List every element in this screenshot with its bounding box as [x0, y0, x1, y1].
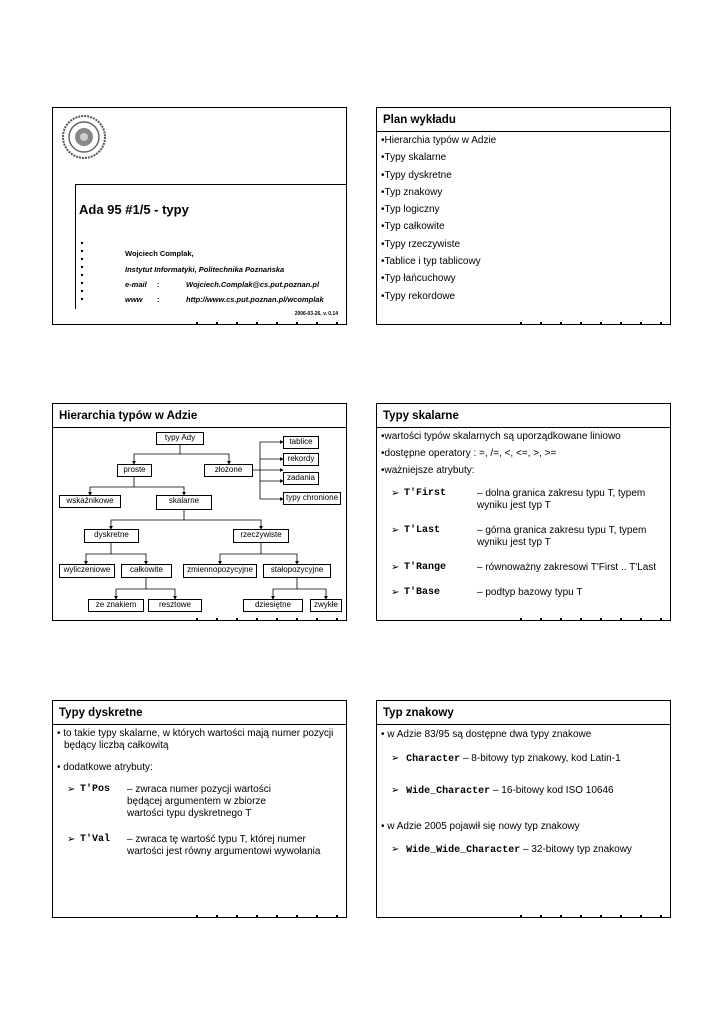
node-dyskretne: dyskretne — [84, 529, 139, 543]
www-sep: : — [157, 295, 160, 304]
slide-dots — [196, 320, 338, 325]
slide-dots — [196, 913, 338, 918]
attr-name: T'Last — [404, 525, 441, 536]
attr-name: T'Range — [404, 562, 447, 573]
node-zlozone: złożone — [204, 464, 253, 477]
slide-dots — [196, 616, 338, 621]
slide-title: Typy dyskretne — [53, 701, 346, 725]
slide-scalar-types — [376, 403, 671, 621]
node-zadania: zadania — [283, 472, 319, 485]
email-label: e-mail — [125, 280, 147, 289]
type-name: Character — [406, 754, 461, 765]
attr-name: T'Pos — [80, 784, 111, 795]
node-rekordy: rekordy — [283, 453, 319, 466]
slide-char-types — [376, 700, 671, 918]
plan-item: • Tablice i typ tablicowy — [377, 255, 670, 272]
bullet-text: w Adzie 2005 pojawił się nowy typ znakowy — [387, 821, 580, 832]
bullet-item: • wartości typów skalarnych są uporządkowane liniowo — [377, 430, 670, 447]
scalar-bullets — [377, 428, 670, 481]
node-typy-ady: typy Ady — [156, 432, 204, 445]
slide-hierarchy — [52, 403, 347, 621]
type-name: Wide_Character — [406, 786, 491, 797]
email-address[interactable]: Wojciech.Complak@cs.put.poznan.pl — [186, 280, 320, 289]
node-proste: proste — [117, 464, 152, 477]
node-dziesietne: dziesiętne — [243, 599, 303, 612]
plan-item: • Typy rekordowe — [377, 290, 670, 307]
type-desc: – 8-bitowy typ znakowy, kod Latin-1 — [462, 753, 621, 764]
arrow-bullet-icon: ➢ — [391, 562, 400, 573]
attr-desc: – dolna granica zakresu typu T, typem wyniku jest typ T — [477, 488, 646, 511]
attr-name: T'Val — [80, 834, 111, 845]
slide-discrete-types — [52, 700, 347, 918]
attr-name: T'Base — [404, 587, 441, 598]
slide-dots — [520, 320, 662, 325]
node-wskaznikowe: wskaźnikowe — [59, 495, 121, 508]
bullet-text: to takie typy skalarne, w których wartości mają numer pozycji będący liczbą całkowitą — [63, 728, 334, 751]
node-zmiennopozycyjne: zmiennopozycyjne — [183, 564, 257, 578]
char-type-item — [391, 753, 621, 766]
char-type-item — [391, 785, 614, 798]
bullet-item: • dodatkowe atrybuty: — [57, 762, 153, 773]
arrow-bullet-icon: ➢ — [391, 753, 400, 764]
arrow-bullet-icon: ➢ — [67, 784, 76, 795]
university-seal-logo — [61, 114, 107, 160]
plan-item: • Typy dyskretne — [377, 169, 670, 186]
email-sep: : — [157, 280, 160, 289]
type-name: Wide_Wide_Character — [406, 845, 521, 856]
attr-desc: – równoważny zakresowi T'First .. T'Last — [477, 562, 657, 573]
type-desc: – 32-bitowy typ znakowy — [522, 844, 632, 855]
presentation-title: Ada 95 #1/5 - typy — [79, 202, 189, 217]
slide-title — [52, 107, 347, 325]
bullet-item: • w Adzie 2005 pojawił się nowy typ znakowy — [381, 821, 580, 832]
type-desc: – 16-bitowy kod ISO 10646 — [492, 785, 614, 796]
slide-plan — [376, 107, 671, 325]
plan-item: • Typy rzeczywiste — [377, 238, 670, 255]
left-dot-column — [81, 242, 83, 304]
bullet-item: • ważniejsze atrybuty: — [377, 464, 670, 481]
plan-list — [377, 132, 670, 307]
bullet-item: • dostępne operatory : =, /=, <, <=, >, >= — [377, 447, 670, 464]
node-rzeczywiste: rzeczywiste — [233, 529, 289, 543]
plan-item: • Typ całkowite — [377, 220, 670, 237]
attr-desc: – podtyp bazowy typu T — [477, 587, 583, 598]
bullet-text: w Adzie 83/95 są dostępne dwa typy znakowe — [387, 729, 592, 740]
plan-item: • Typ znakowy — [377, 186, 670, 203]
node-tablice: tablice — [283, 436, 319, 449]
plan-item: • Typ łańcuchowy — [377, 272, 670, 289]
node-wyliczeniowe: wyliczeniowe — [59, 564, 115, 578]
arrow-bullet-icon: ➢ — [391, 785, 400, 796]
slide-title: Plan wykładu — [377, 108, 670, 132]
bullet-item: • to takie typy skalarne, w których wartości mają numer pozycji będący liczbą całkowitą — [57, 728, 334, 751]
node-ze-znakiem: ze znakiem — [88, 599, 144, 612]
attr-name: T'First — [404, 488, 447, 499]
node-stalopozycyjne: stałopozycyjne — [263, 564, 331, 578]
slide-title: Typy skalarne — [377, 404, 670, 428]
plan-item: • Typy skalarne — [377, 151, 670, 168]
author-name: Wojciech Complak, — [125, 249, 194, 258]
attr-desc: – zwraca numer pozycji wartości będącej argumentem w zbiorze wartości typu dyskretnego T — [127, 784, 271, 819]
plan-item: • Typ logiczny — [377, 203, 670, 220]
plan-item: • Hierarchia typów w Adzie — [377, 134, 670, 151]
char-type-item — [391, 844, 632, 857]
arrow-bullet-icon: ➢ — [391, 525, 400, 536]
attr-desc: – zwraca tę wartość typu T, której numer wartości jest równy argumentowi wywołania — [127, 834, 321, 857]
arrow-bullet-icon: ➢ — [391, 844, 400, 855]
node-resztowe: resztowe — [148, 599, 202, 612]
bullet-text: dodatkowe atrybuty: — [63, 762, 153, 773]
node-calkowite: całkowite — [121, 564, 172, 578]
node-skalarne: skalarne — [156, 495, 212, 510]
node-typy-chronione: typy chronione — [283, 492, 341, 505]
slide-dots — [520, 616, 662, 621]
arrow-bullet-icon: ➢ — [67, 834, 76, 845]
bullet-item: • w Adzie 83/95 są dostępne dwa typy znakowe — [381, 729, 592, 740]
slide-dots — [520, 913, 662, 918]
www-address[interactable]: http://www.cs.put.poznan.pl/wcomplak — [186, 295, 324, 304]
www-label: www — [125, 295, 143, 304]
arrow-bullet-icon: ➢ — [391, 587, 400, 598]
arrow-bullet-icon: ➢ — [391, 488, 400, 499]
node-zwykle: zwykłe — [310, 599, 342, 612]
version-date: 2006-03-26, v. 0.14 — [294, 311, 338, 317]
slide-title: Typ znakowy — [377, 701, 670, 725]
institute-name: Instytut Informatyki, Politechnika Poznańska — [125, 265, 285, 274]
attr-desc: – górna granica zakresu typu T, typem wyniku jest typ T — [477, 525, 647, 548]
slide-title: Hierarchia typów w Adzie — [53, 404, 346, 428]
